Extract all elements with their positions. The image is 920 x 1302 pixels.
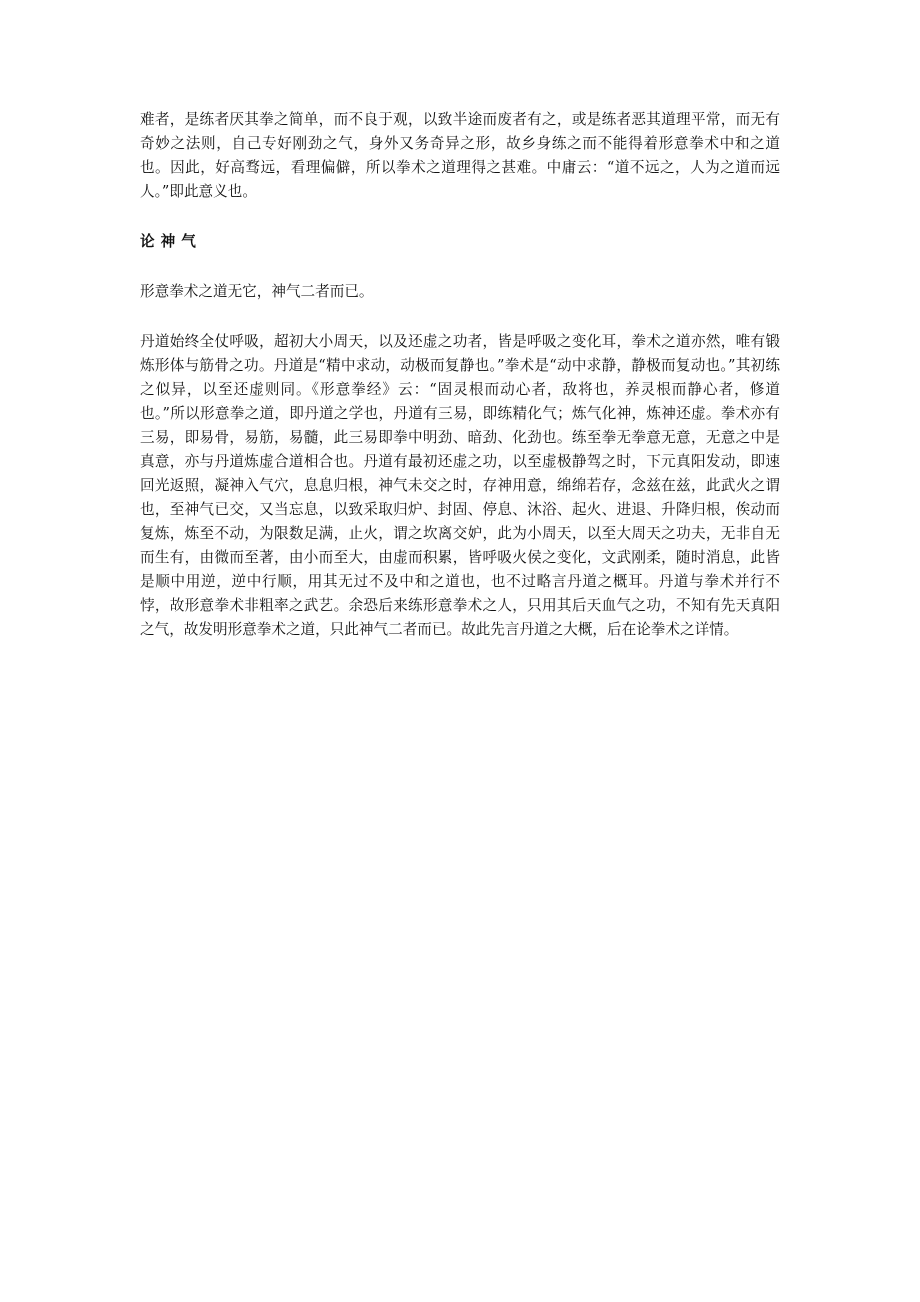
paragraph-thesis: 形意拳术之道无它，神气二者而已。 [140,283,374,300]
section-heading: 论神气 [140,233,202,250]
paragraph-body: 丹道始终全仗呼吸，超初大小周天，以及还虚之功者，皆是呼吸之变化耳，拳术之道亦然，唯有锻炼形体与筋骨之功。丹道是“精中求动，动极而复静也。”拳术是“动中求静，静极而复动也。”其初练之似异，以至还虚则同。《形意拳经》云：“固灵根而动心者，敌将也，养灵根而静心者，修道也。”所以形意拳之道，即丹道之学也，丹道有三易，即练精化气；炼气化神，炼神还虚。拳术亦有三易，即易骨，易筋，易髓，此三易即拳中明劲、暗劲、化劲也。练至拳无拳意无意，无意之中是真意，亦与丹道炼虚合道相合也。丹道有最初还虚之功，以至虚极静驾之时，下元真阳发动，即速回光返照，凝神入气穴，息息归根，神气未交之时，存神用意，绵绵若存，念兹在兹，此武火之谓也，至神气已交，又当忘息，以致采取归炉、封固、停息、沐浴、起火、进退、升降归根，俟动而复炼，炼至不动，为限数足满，止火，谓之坎离交妒，此为小周天，以至大周天之功夫，无非自无而生有，由微而至著，由小而至大，由虚而积累，皆呼吸火侯之变化，文武刚柔，随时消息，此皆是顺中用逆，逆中行顺，用其无过不及中和之道也，也不过略言丹道之概耳。丹道与拳术并行不悖，故形意拳术非粗率之武艺。余恐后来练形意拳术之人，只用其后天血气之功，不知有先天真阳之气，故发明形意拳术之道，只此神气二者而已。故此先言丹道之大概，后在论拳术之详情。 [140,333,780,638]
paragraph-intro: 难者，是练者厌其拳之简单，而不良于观，以致半途而废者有之，或是练者恶其道理平常，而无有奇妙之法则，自己专好刚劲之气，身外又务奇异之形，故乡身练之而不能得着形意拳术中和之道也。因此，好高骛远，看理偏僻，所以拳术之道理得之甚难。中庸云：“道不远之，人为之道而远人。”即此意义也。 [140,111,780,200]
document-page [140,108,780,642]
